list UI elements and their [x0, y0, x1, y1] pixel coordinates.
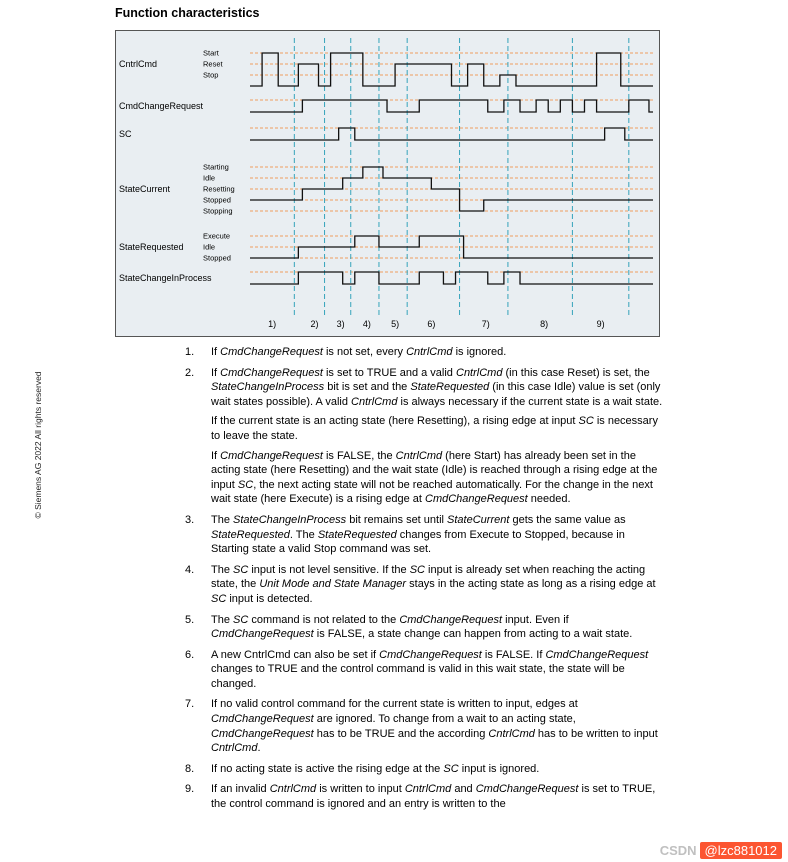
svg-text:CntrlCmd: CntrlCmd: [119, 59, 158, 69]
svg-text:Idle: Idle: [203, 242, 216, 252]
list-item-number: 1.: [185, 346, 195, 358]
list-item-text: If CmdChangeRequest is set to TRUE and a valid CntrlCmd (in this case Reset) is set, the StateChangeInProcess bit is set and the StateRequested (in this case Idle) value is set (only wait states possible). A valid CntrlCmd is always necessary if the current state is a wait state.: [211, 366, 663, 408]
list-item: [185, 782, 663, 811]
list-item-number: 4.: [185, 563, 195, 576]
svg-text:4): 4): [362, 319, 371, 329]
svg-text:Execute: Execute: [203, 231, 231, 241]
list-item: [185, 366, 663, 507]
watermark-handle: @lzc881012: [700, 842, 782, 859]
list-item: [185, 697, 663, 755]
list-item-text: If CmdChangeRequest is FALSE, the CntrlCmd (here Start) has already been set in the acting state (here Resetting) and the wait state (Idle) is reached through a rising edge at the input SC, the next acting state will not be reached automatically. For the change in the next wait state (here Execute) is a rising edge at CmdChangeRequest needed.: [211, 449, 658, 506]
list-item-text: If an invalid CntrlCmd is written to input CntrlCmd and CmdChangeRequest is set to TRUE, the control command is ignored and an entry is written to the: [211, 783, 656, 811]
list-item-number: 8.: [185, 762, 195, 775]
page-title: Function characteristics: [115, 6, 260, 20]
copyright-note: © Siemens AG 2022 All rights reserved: [33, 371, 43, 519]
svg-text:Starting: Starting: [203, 162, 229, 172]
list-item-text: The StateChangeInProcess bit remains set until StateCurrent gets the same value as StateRequested. The StateRequested changes from Execute to Stopped, because in Starting state a valid Stop command was set.: [211, 513, 626, 556]
svg-text:2): 2): [310, 319, 319, 329]
svg-text:StateRequested: StateRequested: [119, 242, 184, 252]
svg-text:5): 5): [391, 319, 400, 329]
svg-text:9): 9): [596, 319, 605, 329]
list-item: [185, 762, 663, 777]
list-item: [185, 513, 663, 557]
watermark-brand: CSDN: [659, 843, 697, 858]
list-item-number: 7.: [185, 698, 195, 711]
list-item-text: If no acting state is active the rising edge at the SC input is ignored.: [211, 762, 540, 775]
list-item-number: 2.: [185, 366, 195, 379]
list-item-number: 5.: [185, 613, 195, 626]
list-item-text: If CmdChangeRequest is not set, every CntrlCmd is ignored.: [211, 346, 507, 358]
svg-text:1): 1): [268, 319, 277, 329]
svg-text:Resetting: Resetting: [203, 184, 235, 194]
svg-text:Idle: Idle: [203, 173, 216, 183]
timing-diagram: [115, 30, 660, 337]
list-item-text: A new CntrlCmd can also be set if CmdChangeRequest is FALSE. If CmdChangeRequest changes to TRUE and the control command is valid in this wait state, the state will be changed.: [211, 648, 649, 690]
svg-text:Stopped: Stopped: [203, 253, 231, 263]
list-item-text: The SC input is not level sensitive. If the SC input is already set when reaching the acting state, the Unit Mode and State Manager stays in the acting state as long as a rising edge at SC input is detected.: [211, 563, 656, 605]
list-item-text: The SC command is not related to the CmdChangeRequest input. Even if CmdChangeRequest is FALSE, a state change can happen from acting to a wait state.: [211, 613, 633, 641]
svg-text:SC: SC: [119, 129, 132, 139]
svg-text:3): 3): [336, 319, 345, 329]
svg-text:7): 7): [481, 319, 490, 329]
svg-text:8): 8): [540, 319, 549, 329]
list-item-number: 3.: [185, 513, 195, 526]
svg-text:Stopped: Stopped: [203, 195, 231, 205]
svg-text:6): 6): [427, 319, 436, 329]
list-item-text: If the current state is an acting state (here Resetting), a rising edge at input SC is necessary to leave the state.: [211, 415, 658, 442]
list-item: [185, 345, 663, 360]
notes-list: [185, 345, 663, 862]
timing-diagram-svg: [115, 30, 660, 337]
watermark: [660, 843, 782, 858]
svg-text:Stop: Stop: [203, 70, 219, 80]
list-item-number: 6.: [185, 648, 195, 661]
list-item-number: 9.: [185, 783, 195, 796]
list-item: [185, 648, 663, 692]
list-item: [185, 613, 663, 642]
svg-text:Reset: Reset: [203, 59, 223, 69]
svg-text:StateChangeInProcess: StateChangeInProcess: [119, 273, 212, 283]
svg-text:CmdChangeRequest: CmdChangeRequest: [119, 101, 204, 111]
list-item: [185, 563, 663, 607]
svg-text:Start: Start: [203, 48, 219, 58]
svg-text:Stopping: Stopping: [203, 206, 233, 216]
svg-text:StateCurrent: StateCurrent: [119, 184, 171, 194]
list-item-text: If no valid control command for the current state is written to input, edges at CmdChangeRequest are ignored. To change from a wait to an acting state, CmdChangeRequest has to be TRUE and the according CntrlCmd has to be written to input CntrlCmd.: [211, 698, 658, 755]
